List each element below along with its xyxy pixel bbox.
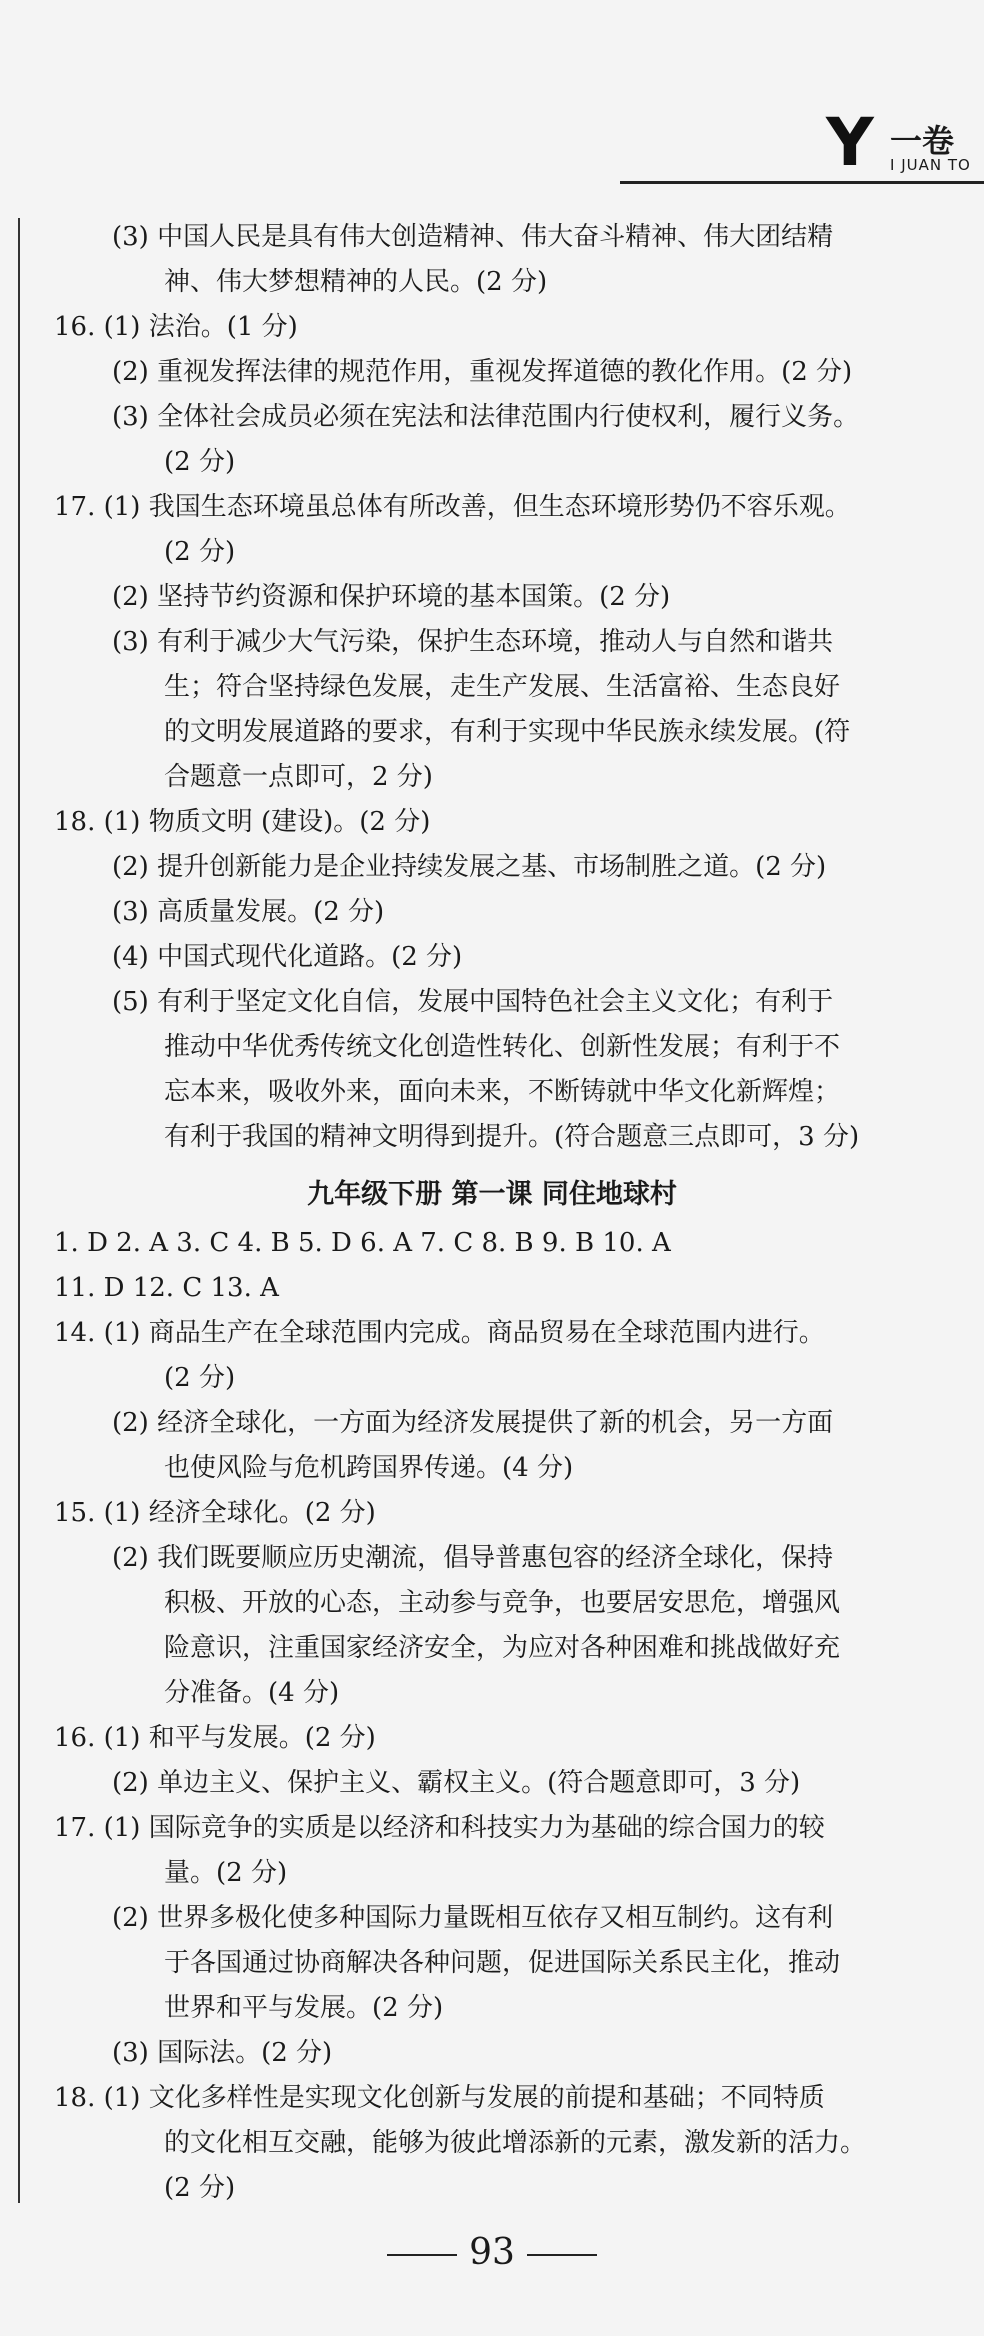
text-line: (2 分): [164, 1363, 236, 1393]
text-line: 神、伟大梦想精神的人民。(2 分): [164, 267, 548, 297]
logo-chinese: 一卷: [890, 122, 955, 160]
text-line: (3) 全体社会成员必须在宪法和法律范围内行使权利，履行义务。: [112, 402, 860, 432]
page-footer: [0, 2232, 984, 2273]
header-rule: [620, 181, 984, 184]
footer-dash-left: [387, 2254, 457, 2256]
text-line: (3) 中国人民是具有伟大创造精神、伟大奋斗精神、伟大团结精: [112, 222, 834, 252]
text-line: 18. (1) 文化多样性是实现文化创新与发展的前提和基础；不同特质: [54, 2083, 825, 2113]
text-line: 17. (1) 我国生态环境虽总体有所改善，但生态环境形势仍不容乐观。: [54, 492, 851, 522]
text-line: (3) 有利于减少大气污染，保护生态环境，推动人与自然和谐共: [112, 627, 834, 657]
text-line: 1. D 2. A 3. C 4. B 5. D 6. A 7. C 8. B 9. B 10. A: [54, 1228, 671, 1258]
text-line: 生；符合坚持绿色发展，走生产发展、生活富裕、生态良好: [164, 672, 841, 702]
text-line: 推动中华优秀传统文化创造性转化、创新性发展；有利于不: [164, 1032, 841, 1062]
text-line: (2) 世界多极化使多种国际力量既相互依存又相互制约。这有利: [112, 1903, 834, 1933]
text-line: (2) 经济全球化，一方面为经济发展提供了新的机会，另一方面: [112, 1408, 834, 1438]
text-line: 世界和平与发展。(2 分): [164, 1993, 444, 2023]
text-line: 合题意一点即可，2 分): [164, 762, 433, 792]
footer-dash-right: [527, 2254, 597, 2256]
publisher-logo: [826, 104, 984, 181]
text-line: (3) 高质量发展。(2 分): [112, 897, 385, 927]
text-line: 16. (1) 法治。(1 分): [54, 312, 298, 342]
text-line: 忘本来，吸收外来，面向未来，不断铸就中华文化新辉煌；: [164, 1077, 841, 1107]
text-line: 量。(2 分): [164, 1858, 288, 1888]
text-line: 险意识，注重国家经济安全，为应对各种困难和挑战做好充: [164, 1633, 841, 1663]
text-line: 18. (1) 物质文明 (建设)。(2 分): [54, 807, 431, 837]
text-line: (3) 国际法。(2 分): [112, 2038, 333, 2068]
text-line: (2 分): [164, 2173, 236, 2203]
logo-english: I JUAN TO: [890, 156, 971, 174]
text-line: (2 分): [164, 537, 236, 567]
text-line: (2) 单边主义、保护主义、霸权主义。(符合题意即可，3 分): [112, 1768, 801, 1798]
text-line: (2) 坚持节约资源和保护环境的基本国策。(2 分): [112, 582, 671, 612]
text-line: 16. (1) 和平与发展。(2 分): [54, 1723, 376, 1753]
text-line: 的文明发展道路的要求，有利于实现中华民族永续发展。(符: [164, 717, 851, 747]
text-line: (2 分): [164, 447, 236, 477]
section-title: 九年级下册 第一课 同住地球村: [307, 1179, 677, 1210]
text-line: 11. D 12. C 13. A: [54, 1273, 279, 1303]
text-line: (2) 我们既要顺应历史潮流，倡导普惠包容的经济全球化，保持: [112, 1543, 834, 1573]
text-line: 分准备。(4 分): [164, 1678, 340, 1708]
text-line: 14. (1) 商品生产在全球范围内完成。商品贸易在全球范围内进行。: [54, 1318, 825, 1348]
text-line: (4) 中国式现代化道路。(2 分): [112, 942, 463, 972]
text-line: (5) 有利于坚定文化自信，发展中国特色社会主义文化；有利于: [112, 987, 834, 1017]
logo-letter: Y: [826, 104, 874, 181]
text-line: 17. (1) 国际竞争的实质是以经济和科技实力为基础的综合国力的较: [54, 1813, 825, 1843]
text-line: (2) 提升创新能力是企业持续发展之基、市场制胜之道。(2 分): [112, 852, 827, 882]
text-line: (2) 重视发挥法律的规范作用，重视发挥道德的教化作用。(2 分): [112, 357, 853, 387]
text-line: 有利于我国的精神文明得到提升。(符合题意三点即可，3 分): [164, 1122, 860, 1152]
text-line: 于各国通过协商解决各种问题，促进国际关系民主化，推动: [164, 1948, 841, 1978]
text-line: 15. (1) 经济全球化。(2 分): [54, 1498, 376, 1528]
text-line: 积极、开放的心态，主动参与竞争，也要居安思危，增强风: [164, 1588, 841, 1618]
text-line: 的文化相互交融，能够为彼此增添新的元素，激发新的活力。: [164, 2128, 867, 2158]
text-line: 也使风险与危机跨国界传递。(4 分): [164, 1453, 574, 1483]
page-number: 93: [469, 2232, 515, 2273]
